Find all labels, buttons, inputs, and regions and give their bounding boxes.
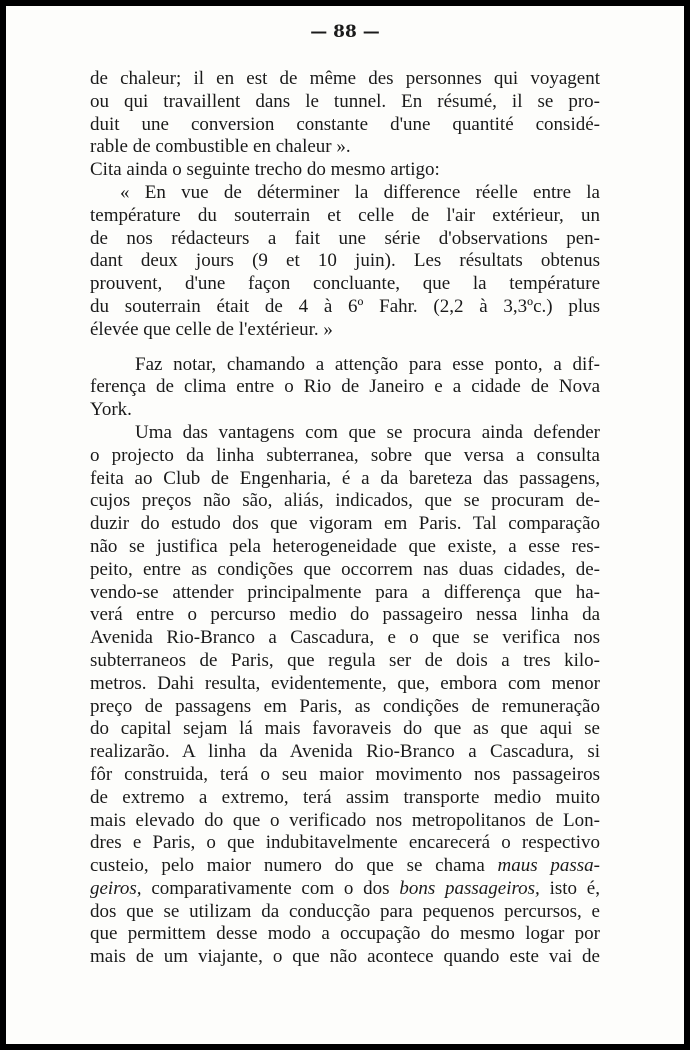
text-line: Faz notar, chamando a attenção para esse ponto, a dif-: [135, 353, 600, 375]
text-line: realizarão. A linha da Avenida Rio-Branco a Cascadura, si: [90, 741, 600, 763]
italic-term: geiros,: [90, 877, 142, 899]
paragraph-cita: [90, 159, 600, 182]
text-line: ferença de clima entre o Rio de Janeiro e a cidade de Nova: [90, 376, 600, 398]
page: [6, 6, 684, 1044]
text-line: prouvent, d'une façon concluante, que la température: [90, 273, 600, 295]
text-run: comparativamente com o dos: [141, 877, 400, 899]
text-line: mais elevado do que o verificado nos metropolitanos de Lon-: [90, 809, 600, 831]
block-quote: [90, 182, 600, 342]
text-line: verá entre o percurso medio do passageiro nessa linha da: [90, 604, 600, 626]
text-line: Cita ainda o seguinte trecho do mesmo artigo:: [90, 159, 440, 181]
text-line: dres e Paris, o que indubitavelmente encarecerá o respectivo: [90, 832, 600, 854]
text-line: mais de um viajante, o que não acontece quando este vai de: [90, 946, 600, 968]
text-line: vendo-se attender principalmente para a differença que ha-: [90, 581, 600, 603]
text-line: duzir do estudo dos que vigoram em Paris. Tal comparação: [90, 513, 600, 535]
text-line: dos que se utilizam da conducção para pequenos percursos, e: [90, 900, 600, 922]
text-line: du souterrain était de 4 à 6º Fahr. (2,2 à 3,3ºc.) plus: [90, 295, 600, 317]
text-line: o projecto da linha subterranea, sobre que versa a consulta: [90, 444, 600, 466]
text-line: ou qui travaillent dans le tunnel. En résumé, il se pro-: [90, 90, 600, 112]
text-line: peito, entre as condições que occorrem nas duas cidades, de-: [90, 558, 600, 580]
paragraph-clima: [90, 354, 600, 422]
text-line: do capital sejam lá mais favoraveis do que as que aqui se: [90, 718, 600, 740]
text-line: Uma das vantagens com que se procura ainda defender: [135, 421, 600, 443]
body-text: [90, 68, 600, 969]
text-line: [90, 855, 600, 878]
text-line: rable de combustible en chaleur ».: [90, 136, 351, 158]
text-line: [90, 878, 600, 901]
text-line: duit une conversion constante d'une quantité considé-: [90, 113, 600, 135]
text-line: cujos preços não são, aliás, indicados, que se procuram de-: [90, 490, 600, 512]
paragraph-continuation: [90, 68, 600, 159]
text-line: « En vue de déterminer la difference réelle entre la: [120, 181, 600, 203]
text-line: fôr construida, terá o seu maior movimento nos passageiros: [90, 763, 600, 785]
text-line: metros. Dahi resulta, evidentemente, que, embora com menor: [90, 672, 600, 694]
italic-term: bons passageiros,: [399, 877, 540, 899]
italic-term: maus passa-: [497, 855, 600, 877]
text-line: de nos rédacteurs a fait une série d'observations pen-: [90, 227, 600, 249]
text-line: preço de passagens em Paris, as condições de remuneração: [90, 695, 600, 717]
text-line: feita ao Club de Engenharia, é a da bareteza das passagens,: [90, 467, 600, 489]
page-number: — 88 —: [310, 22, 380, 42]
text-line: température du souterrain et celle de l'air extérieur, un: [90, 204, 600, 226]
text-line: de chaleur; il en est de même des personnes qui voyagent: [90, 68, 600, 89]
text-line: não se justifica pela heterogeneidade que existe, a esse res-: [90, 535, 600, 557]
text-line: York.: [90, 399, 132, 421]
text-line: de extremo a extremo, terá assim transporte medio muito: [90, 786, 600, 808]
text-line: élevée que celle de l'extérieur. »: [90, 318, 333, 340]
text-run: isto é,: [539, 877, 600, 899]
text-run: custeio, pelo maior numero do que se chama: [90, 855, 485, 877]
paragraph-vantagens: [90, 422, 600, 969]
text-line: que permittem desse modo a occupação do mesmo logar por: [90, 923, 600, 945]
text-line: dant deux jours (9 et 10 juin). Les résultats obtenus: [90, 250, 600, 272]
text-line: Avenida Rio-Branco a Cascadura, e o que se verifica nos: [90, 627, 600, 649]
text-line: subterraneos de Paris, que regula ser de dois a tres kilo-: [90, 649, 600, 671]
